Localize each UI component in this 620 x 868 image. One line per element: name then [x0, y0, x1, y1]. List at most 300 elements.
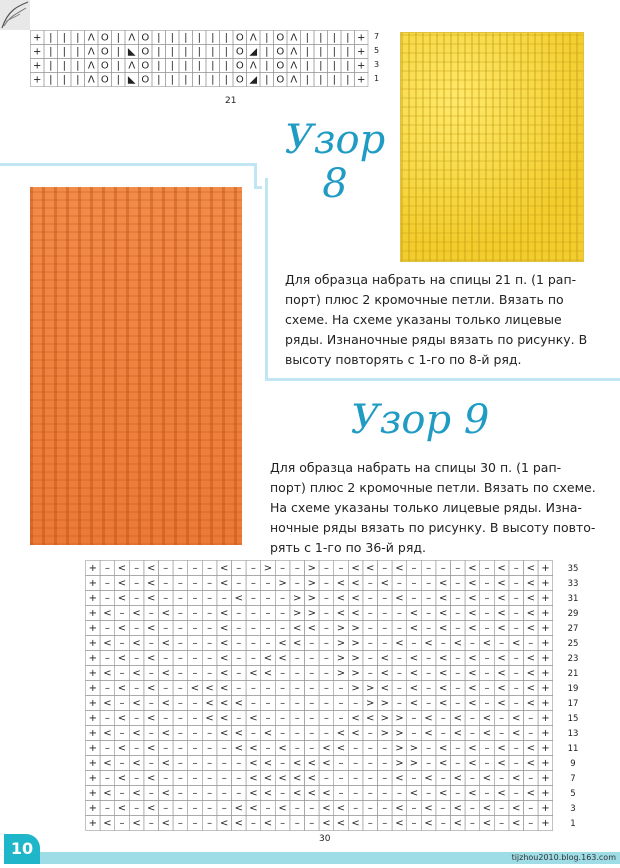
chart-symbol: < — [380, 668, 389, 680]
chart-symbol: – — [323, 698, 329, 710]
chart-symbol: – — [134, 743, 140, 755]
chart-symbol: – — [426, 653, 432, 665]
chart-symbol: – — [163, 563, 169, 575]
chart-symbol: | — [62, 74, 66, 86]
chart-symbol: O — [276, 46, 285, 58]
chart-symbol: + — [357, 32, 366, 44]
text-line: Для образца набрать на спицы 21 п. (1 рап- — [285, 272, 577, 287]
chart-symbol: < — [132, 638, 141, 650]
chart-symbol: – — [148, 758, 154, 770]
chart-symbol: – — [177, 728, 183, 740]
chart-symbol: – — [367, 578, 373, 590]
chart-symbol: < — [147, 803, 156, 815]
chart-symbol: < — [234, 728, 243, 740]
chart-symbol: < — [439, 653, 448, 665]
chart-symbol: | — [332, 32, 336, 44]
chart-symbol: + — [541, 623, 550, 635]
chart-symbol: + — [88, 653, 97, 665]
chart-9-row-number: 27 — [567, 624, 579, 634]
chart-symbol: – — [177, 698, 183, 710]
chart-symbol: < — [409, 668, 419, 680]
chart-symbol: – — [484, 608, 490, 620]
chart-symbol: – — [119, 608, 125, 620]
chart-symbol: – — [104, 578, 110, 590]
chart-symbol: < — [439, 698, 448, 710]
chart-symbol: < — [336, 818, 346, 830]
chart-symbol: < — [161, 788, 170, 800]
chart-symbol: – — [382, 788, 388, 800]
pattern-9-description — [270, 458, 596, 558]
chart-symbol: – — [484, 623, 490, 635]
chart-symbol: – — [207, 623, 213, 635]
chart-symbol: – — [177, 773, 183, 785]
chart-symbol: – — [323, 653, 329, 665]
chart-symbol: – — [294, 818, 300, 830]
chart-symbol: + — [541, 668, 550, 680]
chart-symbol: – — [250, 638, 256, 650]
chart-symbol: – — [236, 758, 242, 770]
source-watermark: tijzhou2010.blog.163.com — [511, 853, 616, 862]
chart-symbol: < — [453, 713, 462, 725]
chart-symbol: + — [541, 653, 550, 665]
chart-symbol: O — [276, 74, 285, 86]
chart-symbol: – — [513, 653, 519, 665]
chart-symbol: – — [499, 713, 505, 725]
chart-symbol: < — [263, 818, 273, 830]
chart-symbol: < — [526, 623, 535, 635]
chart-symbol: + — [88, 593, 97, 605]
chart-symbol: ◣ — [127, 46, 136, 58]
chart-symbol: – — [323, 563, 329, 575]
chart-symbol: < — [117, 578, 127, 590]
chart-symbol: – — [192, 668, 198, 680]
chart-symbol: + — [541, 788, 550, 800]
chart-symbol: – — [236, 608, 242, 620]
chart-symbol: – — [469, 713, 475, 725]
chart-symbol: – — [426, 593, 432, 605]
chart-symbol: < — [103, 608, 112, 620]
decorative-line-top — [0, 163, 254, 166]
chart-symbol: < — [161, 608, 170, 620]
chart-9-row-number: 1 — [570, 819, 576, 829]
chart-symbol: < — [293, 638, 302, 650]
chart-symbol: – — [148, 698, 154, 710]
chart-symbol: + — [88, 683, 97, 695]
chart-symbol: + — [357, 60, 366, 72]
chart-symbol: < — [278, 773, 287, 785]
chart-symbol: – — [119, 698, 125, 710]
chart-symbol: < — [103, 698, 112, 710]
chart-symbol: – — [323, 638, 329, 650]
chart-symbol: < — [409, 698, 419, 710]
chart-symbol: < — [336, 608, 346, 620]
chart-symbol: < — [293, 773, 302, 785]
chart-symbol: > — [336, 653, 346, 665]
chart-symbol: + — [88, 713, 97, 725]
chart-symbol: – — [104, 713, 110, 725]
chart-symbol: < — [482, 773, 492, 785]
chart-symbol: – — [469, 773, 475, 785]
chart-symbol: < — [424, 713, 433, 725]
chart-symbol: < — [293, 623, 302, 635]
chart-symbol: < — [103, 638, 112, 650]
chart-symbol: ◢ — [249, 46, 258, 58]
chart-symbol: < — [409, 623, 419, 635]
chart-symbol: < — [307, 773, 316, 785]
chart-symbol: – — [207, 593, 213, 605]
chart-symbol: – — [455, 788, 461, 800]
text-line: На схеме указаны только лицевые ряды. Изна- — [270, 500, 582, 515]
chart-symbol: – — [411, 593, 417, 605]
chart-symbol: | — [224, 46, 228, 58]
chart-symbol: | — [305, 74, 309, 86]
chart-9-row-number: 7 — [570, 774, 576, 784]
chart-symbol: < — [497, 788, 506, 800]
chart-symbol: < — [526, 653, 535, 665]
chart-symbol: – — [163, 593, 169, 605]
chart-symbol: – — [338, 773, 344, 785]
chart-symbol: – — [367, 653, 373, 665]
chart-symbol: – — [323, 668, 329, 680]
chart-symbol: | — [332, 46, 336, 58]
chart-symbol: – — [469, 638, 475, 650]
chart-symbol: + — [541, 713, 550, 725]
chart-symbol: – — [207, 818, 213, 830]
chart-symbol: + — [541, 683, 550, 695]
chart-symbol: > — [351, 653, 360, 665]
chart-symbol: + — [88, 608, 97, 620]
chart-symbol: – — [236, 668, 242, 680]
chart-symbol: < — [190, 683, 200, 695]
chart-symbol: < — [351, 593, 360, 605]
chart-symbol: + — [88, 563, 97, 575]
chart-symbol: Λ — [87, 46, 95, 58]
chart-symbol: < — [220, 713, 229, 725]
chart-symbol: < — [220, 578, 229, 590]
chart-symbol: – — [192, 638, 198, 650]
chart-9-width-label: 30 — [319, 834, 331, 844]
chart-symbol: – — [323, 773, 329, 785]
chart-symbol: – — [411, 638, 417, 650]
chart-symbol: – — [294, 743, 300, 755]
chart-symbol: | — [224, 32, 228, 44]
chart-symbol: – — [250, 728, 256, 740]
chart-symbol: – — [411, 818, 417, 830]
chart-symbol: < — [468, 788, 477, 800]
chart-9-row-number: 11 — [567, 744, 579, 754]
chart-symbol: – — [323, 713, 329, 725]
chart-symbol: < — [147, 713, 156, 725]
chart-symbol: > — [336, 668, 346, 680]
chart-8-grid — [30, 30, 375, 96]
chart-symbol: + — [541, 743, 550, 755]
chart-symbol: < — [307, 788, 316, 800]
chart-symbol: | — [184, 60, 188, 72]
chart-symbol: | — [305, 46, 309, 58]
chart-9-row-number: 33 — [567, 579, 579, 589]
chart-symbol: > — [351, 683, 360, 695]
chart-symbol: – — [309, 668, 315, 680]
chart-symbol: ◣ — [127, 74, 136, 86]
chart-symbol: – — [207, 563, 213, 575]
text-line: схеме. На схеме указаны только лицевые — [285, 312, 562, 327]
chart-symbol: – — [353, 803, 359, 815]
chart-9-row-number: 23 — [567, 654, 579, 664]
chart-symbol: < — [220, 698, 229, 710]
chart-symbol: – — [309, 638, 315, 650]
chart-symbol: – — [484, 743, 490, 755]
chart-symbol: – — [294, 653, 300, 665]
chart-symbol: < — [147, 743, 156, 755]
chart-symbol: – — [382, 803, 388, 815]
chart-symbol: – — [148, 728, 154, 740]
chart-symbol: < — [336, 743, 346, 755]
chart-symbol: < — [263, 788, 273, 800]
chart-symbol: | — [265, 60, 269, 72]
chart-9-row-number: 17 — [567, 699, 579, 709]
chart-8-row-number: 1 — [374, 74, 380, 83]
chart-symbol: < — [424, 803, 433, 815]
chart-symbol: < — [117, 713, 127, 725]
chart-symbol: – — [134, 653, 140, 665]
chart-symbol: – — [426, 668, 432, 680]
chart-symbol: | — [197, 46, 201, 58]
chart-symbol: – — [411, 728, 417, 740]
chart-symbol: – — [177, 743, 183, 755]
chart-symbol: < — [220, 608, 229, 620]
chart-symbol: < — [278, 638, 287, 650]
chart-symbol: – — [192, 758, 198, 770]
chart-symbol: > — [395, 728, 404, 740]
chart-symbol: | — [170, 46, 174, 58]
chart-symbol: < — [161, 728, 170, 740]
chart-symbol: | — [76, 60, 80, 72]
chart-symbol: – — [513, 788, 519, 800]
chart-9-row-number: 21 — [567, 669, 579, 679]
chart-symbol: – — [280, 683, 286, 695]
chart-symbol: < — [263, 668, 273, 680]
corner-ornament-icon — [0, 0, 30, 30]
chart-symbol: < — [117, 563, 127, 575]
chart-symbol: > — [278, 578, 287, 590]
chart-symbol: < — [395, 593, 404, 605]
chart-symbol: Λ — [128, 60, 136, 72]
chart-symbol: – — [528, 713, 534, 725]
chart-symbol: < — [249, 668, 258, 680]
chart-symbol: – — [207, 743, 213, 755]
chart-symbol: – — [499, 803, 505, 815]
chart-symbol: < — [307, 758, 316, 770]
chart-symbol: < — [453, 728, 462, 740]
chart-symbol: + — [88, 758, 97, 770]
chart-symbol: – — [265, 713, 271, 725]
chart-symbol: – — [265, 623, 271, 635]
chart-symbol: | — [305, 32, 309, 44]
chart-symbol: – — [221, 773, 227, 785]
chart-symbol: – — [426, 563, 432, 575]
chart-9-row-number: 15 — [567, 714, 579, 724]
chart-symbol: < — [512, 803, 521, 815]
chart-symbol: – — [163, 623, 169, 635]
chart-symbol: < — [395, 803, 404, 815]
chart-symbol: + — [88, 623, 97, 635]
chart-symbol: < — [409, 653, 419, 665]
chart-symbol: < — [526, 788, 535, 800]
chart-symbol: < — [234, 593, 243, 605]
chart-symbol: < — [249, 758, 258, 770]
chart-symbol: + — [88, 728, 97, 740]
chart-symbol: – — [338, 683, 344, 695]
chart-symbol: < — [424, 638, 433, 650]
chart-symbol: < — [468, 593, 477, 605]
chart-symbol: – — [367, 758, 373, 770]
chart-9-row-number: 19 — [567, 684, 579, 694]
chart-symbol: – — [338, 563, 344, 575]
chart-symbol: – — [250, 698, 256, 710]
chart-symbol: – — [396, 623, 402, 635]
chart-symbol: – — [294, 728, 300, 740]
chart-symbol: – — [455, 743, 461, 755]
chart-symbol: Λ — [290, 32, 298, 44]
chart-9-row-number: 5 — [570, 789, 576, 799]
chart-symbol: – — [309, 743, 315, 755]
chart-symbol: < — [512, 773, 521, 785]
chart-symbol: – — [455, 653, 461, 665]
chart-symbol: – — [411, 803, 417, 815]
chart-symbol: < — [526, 758, 535, 770]
chart-symbol: – — [134, 593, 140, 605]
chart-symbol: < — [147, 683, 156, 695]
chart-symbol: < — [322, 758, 331, 770]
chart-symbol: – — [396, 788, 402, 800]
chart-symbol: – — [411, 578, 417, 590]
chart-symbol: – — [367, 803, 373, 815]
chart-symbol: – — [221, 803, 227, 815]
chart-symbol: – — [177, 758, 183, 770]
chart-8-width-label: 21 — [225, 96, 237, 106]
pattern-9-title: Узор 9 — [350, 397, 490, 443]
chart-symbol: – — [148, 668, 154, 680]
chart-symbol: + — [541, 728, 550, 740]
chart-symbol: + — [33, 46, 42, 58]
chart-symbol: < — [497, 758, 506, 770]
chart-symbol: < — [526, 683, 535, 695]
chart-symbol: – — [236, 773, 242, 785]
chart-symbol: < — [234, 803, 243, 815]
chart-symbol: – — [280, 593, 286, 605]
chart-symbol: < — [278, 803, 287, 815]
chart-symbol: – — [484, 698, 490, 710]
chart-symbol: | — [49, 74, 53, 86]
chart-symbol: < — [351, 608, 360, 620]
chart-symbol: – — [280, 668, 286, 680]
chart-symbol: < — [117, 743, 127, 755]
chart-symbol: – — [280, 713, 286, 725]
chart-symbol: < — [322, 788, 331, 800]
chart-symbol: Λ — [87, 32, 95, 44]
chart-symbol: < — [395, 563, 404, 575]
chart-symbol: | — [170, 32, 174, 44]
chart-symbol: < — [512, 818, 521, 830]
pattern-8-title-word: Узор — [284, 117, 386, 163]
chart-symbol: + — [88, 803, 97, 815]
chart-symbol: | — [319, 60, 323, 72]
chart-symbol: – — [396, 668, 402, 680]
text-line: высоту повторять с 1-го по 8-й ряд. — [285, 352, 522, 367]
chart-symbol: – — [236, 683, 242, 695]
chart-symbol: – — [177, 668, 183, 680]
chart-symbol: < — [263, 773, 273, 785]
chart-symbol: – — [382, 608, 388, 620]
chart-symbol: – — [499, 638, 505, 650]
chart-symbol: < — [497, 683, 506, 695]
chart-symbol: < — [220, 653, 229, 665]
chart-symbol: < — [103, 728, 112, 740]
chart-symbol: – — [265, 578, 271, 590]
chart-symbol: < — [147, 578, 156, 590]
chart-symbol: – — [119, 638, 125, 650]
chart-symbol: – — [382, 818, 388, 830]
chart-symbol: – — [265, 683, 271, 695]
chart-symbol: – — [134, 578, 140, 590]
chart-symbol: < — [161, 698, 170, 710]
chart-symbol: < — [220, 668, 229, 680]
chart-symbol: < — [117, 593, 127, 605]
chart-symbol: < — [336, 803, 346, 815]
chart-8-row-number: 3 — [374, 60, 380, 69]
chart-symbol: < — [453, 773, 462, 785]
chart-symbol: – — [163, 773, 169, 785]
chart-symbol: – — [367, 788, 373, 800]
chart-symbol: > — [351, 668, 360, 680]
chart-symbol: < — [220, 638, 229, 650]
chart-symbol: | — [197, 32, 201, 44]
chart-symbol: < — [409, 683, 419, 695]
chart-symbol: – — [192, 728, 198, 740]
chart-symbol: < — [497, 578, 506, 590]
chart-symbol: – — [499, 728, 505, 740]
chart-symbol: + — [541, 818, 550, 830]
chart-symbol: – — [323, 593, 329, 605]
chart-symbol: < — [512, 713, 521, 725]
chart-symbol: < — [336, 728, 346, 740]
chart-symbol: – — [294, 803, 300, 815]
chart-symbol: > — [409, 758, 419, 770]
chart-symbol: | — [170, 74, 174, 86]
chart-symbol: ◢ — [249, 74, 258, 86]
chart-symbol: < — [468, 668, 477, 680]
chart-symbol: < — [293, 758, 302, 770]
chart-symbol: | — [116, 60, 120, 72]
chart-symbol: < — [468, 623, 477, 635]
chart-symbol: < — [117, 623, 127, 635]
chart-symbol: < — [117, 773, 127, 785]
chart-symbol: | — [170, 60, 174, 72]
decorative-line-bottom — [265, 378, 620, 381]
chart-symbol: > — [351, 623, 360, 635]
chart-symbol: – — [353, 773, 359, 785]
chart-symbol: – — [499, 818, 505, 830]
chart-symbol: < — [497, 668, 506, 680]
knitting-chart-pattern-9 — [85, 560, 585, 850]
chart-symbol: – — [528, 803, 534, 815]
chart-symbol: O — [100, 32, 109, 44]
chart-symbol: | — [116, 74, 120, 86]
chart-symbol: < — [453, 818, 462, 830]
chart-symbol: – — [528, 773, 534, 785]
chart-symbol: | — [49, 60, 53, 72]
chart-symbol: < — [249, 743, 258, 755]
